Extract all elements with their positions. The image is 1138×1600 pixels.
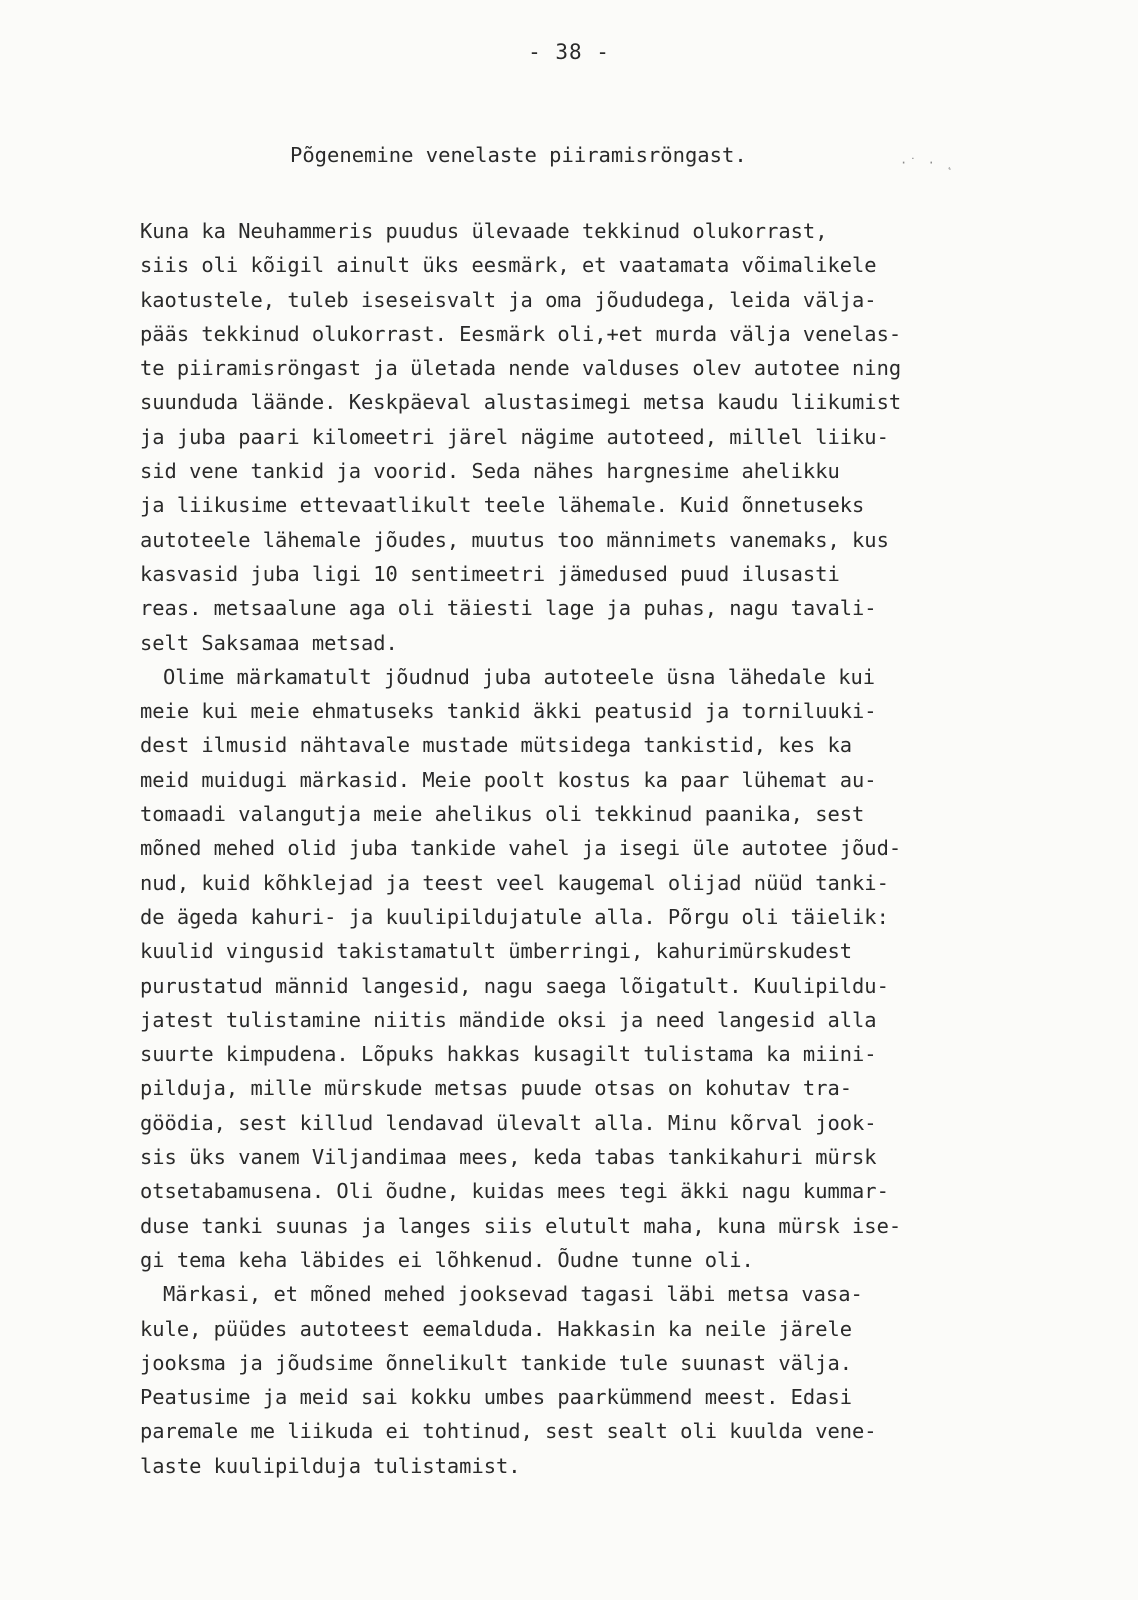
text-line: sid vene tankid ja voorid. Seda nähes hargnesime ahelikku (140, 459, 840, 484)
text-line: gi tema keha läbides ei lõhkenud. Õudne tunne oli. (140, 1247, 754, 1272)
text-line: suurte kimpudena. Lõpuks hakkas kusagilt tulistama ka miini- (140, 1042, 877, 1067)
text-line: autoteele lähemale jõudes, muutus too männimets vanemaks, kus (140, 527, 889, 552)
text-line: Olime märkamatult jõudnud juba autoteele üsna lähedale kui (163, 664, 876, 689)
text-line: kaotustele, tuleb iseseisvalt ja oma jõududega, leida välja- (140, 287, 877, 312)
text-line: nud, kuid kõhklejad ja teest veel kaugemal olijad nüüd tanki- (140, 870, 889, 895)
text-line: ja juba paari kilomeetri järel nägime autoteed, millel liiku- (140, 424, 889, 449)
body-text (140, 214, 1020, 1483)
text-line: Kuna ka Neuhammeris puudus ülevaade tekkinud olukorrast, (140, 219, 828, 243)
text-line: Peatusime ja meid sai kokku umbes paarkümmend meest. Edasi (140, 1385, 853, 1410)
text-line: purustatud männid langesid, nagu saega lõigatult. Kuulipildu- (140, 973, 889, 998)
text-line: jatest tulistamine niitis mändide oksi ja need langesid alla (140, 1007, 877, 1032)
text-line: dest ilmusid nähtavale mustade mütsidega tankistid, kes ka (140, 733, 853, 758)
text-line: kule, püüdes autoteest eemalduda. Hakkasin ka neile järele (140, 1316, 853, 1341)
text-line: sis üks vanem Viljandimaa mees, keda tabas tankikahuri mürsk (140, 1145, 877, 1170)
text-line: suunduda läände. Keskpäeval alustasimegi metsa kaudu liikumist (140, 390, 902, 415)
text-line: te piiramisröngast ja ületada nende valduses olev autotee ning (140, 356, 902, 381)
page-number: - 38 - (528, 40, 610, 64)
text-line: mõned mehed olid juba tankide vahel ja isegi üle autotee jõud- (140, 836, 902, 861)
text-line: jooksma ja jõudsime õnnelikult tankide tule suunast välja. (140, 1350, 853, 1375)
ink-smudge: ·˙ · ˛ (900, 156, 956, 170)
text-line: pääs tekkinud olukorrast. Eesmärk oli,+et murda välja venelas- (140, 321, 902, 346)
text-line: otsetabamusena. Oli õudne, kuidas mees tegi äkki nagu kummar- (140, 1179, 889, 1204)
text-line: meie kui meie ehmatuseks tankid äkki peatusid ja torniluuki- (140, 699, 877, 724)
text-line: göödia, sest killud lendavad ülevalt alla. Minu kõrval jook- (140, 1110, 877, 1135)
text-line: laste kuulipilduja tulistamist. (140, 1453, 521, 1478)
text-line: de ägeda kahuri- ja kuulipildujatule alla. Põrgu oli täielik: (140, 904, 889, 929)
text-line: ja liikusime ettevaatlikult teele lähemale. Kuid õnnetuseks (140, 493, 865, 518)
text-line: Märkasi, et mõned mehed jooksevad tagasi läbi metsa vasa- (163, 1282, 863, 1307)
text-line: pilduja, mille mürskude metsas puude otsas on kohutav tra- (140, 1076, 853, 1101)
text-line: paremale me liikuda ei tohtinud, sest sealt oli kuulda vene- (140, 1419, 877, 1444)
text-line: kasvasid juba ligi 10 sentimeetri jämedused puud ilusasti (140, 561, 840, 586)
text-line: reas. metsaalune aga oli täiesti lage ja puhas, nagu tavali- (140, 596, 877, 621)
chapter-title: Põgenemine venelaste piiramisröngast. (290, 143, 747, 167)
text-line: meid muidugi märkasid. Meie poolt kostus ka paar lühemat au- (140, 767, 877, 792)
text-line: selt Saksamaa metsad. (140, 630, 398, 655)
text-line: tomaadi valangutja meie ahelikus oli tekkinud paanika, sest (140, 802, 865, 827)
text-line: duse tanki suunas ja langes siis elutult maha, kuna mürsk ise- (140, 1213, 902, 1238)
text-line: kuulid vingusid takistamatult ümberringi, kahurimürskudest (140, 939, 853, 964)
text-line: siis oli kõigil ainult üks eesmärk, et vaatamata võimalikele (140, 253, 877, 278)
